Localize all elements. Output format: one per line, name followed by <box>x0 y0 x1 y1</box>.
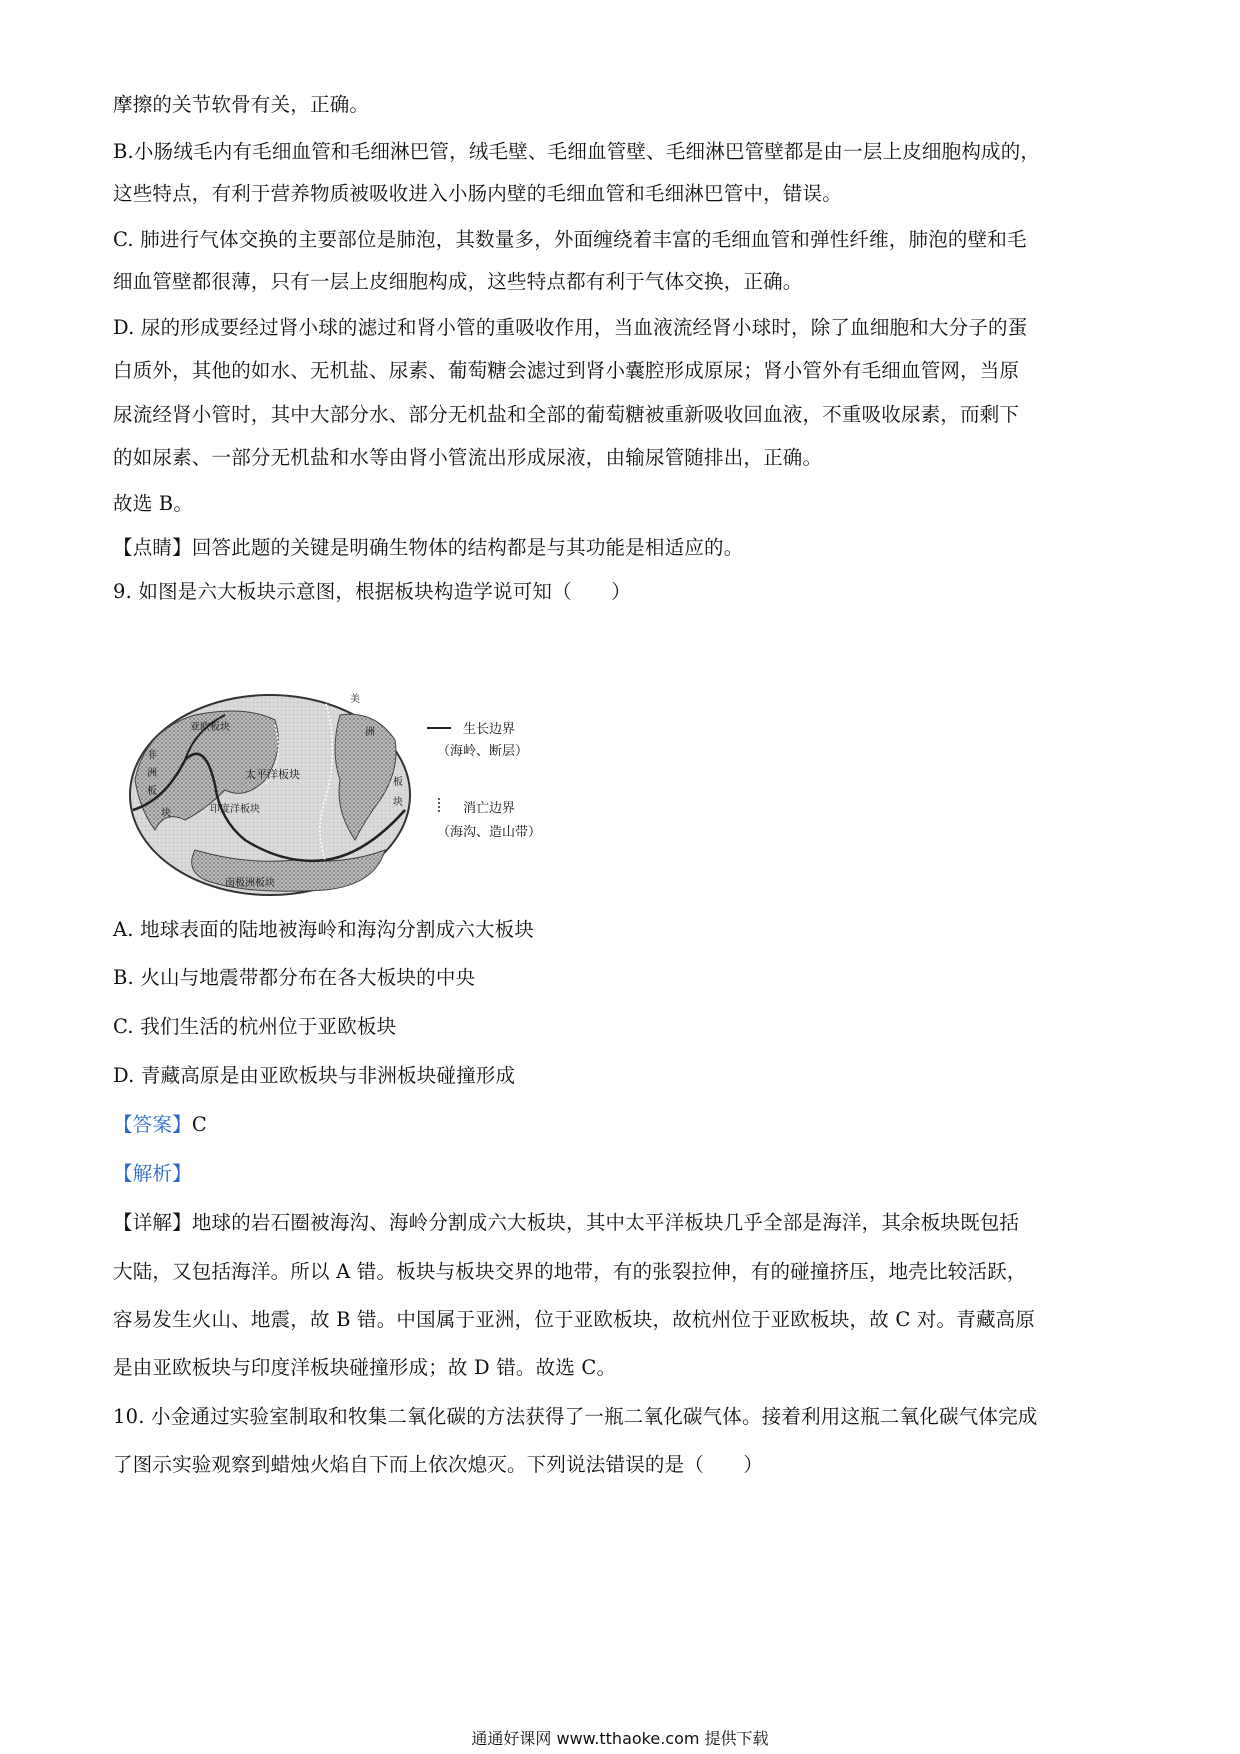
detail-tag: 【详解】 <box>113 1211 192 1234</box>
point-paragraph <box>113 534 743 562</box>
option-a: A. 地球表面的陆地被海岭和海沟分割成六大板块 <box>113 918 535 941</box>
plate-label-africa: 块 <box>161 808 171 819</box>
detail-line: 容易发生火山、地震，故 B 错。中国属于亚洲，位于亚欧板块，故杭州位于亚欧板块，故 C 对。青藏高原 <box>113 1308 1036 1331</box>
text-line: 白质外，其他的如水、无机盐、尿素、葡萄糖会滤过到肾小囊腔形成原尿；肾小管外有毛细血管网，当原 <box>113 359 1020 382</box>
text-line: D. 尿的形成要经过肾小球的滤过和肾小管的重吸收作用，当血液流经肾小球时，除了血细胞和大分子的蛋 <box>113 316 1028 339</box>
text-line: 这些特点，有利于营养物质被吸收进入小肠内壁的毛细血管和毛细淋巴管中，错误。 <box>113 182 842 205</box>
detail-text: 地球的岩石圈被海沟、海岭分割成六大板块，其中太平洋板块几乎全部是海洋，其余板块既包括 <box>191 1211 1020 1234</box>
plate-label-eurasia: 亚欧板块 <box>190 722 230 733</box>
question-9-stem: 9. 如图是六大板块示意图，根据板块构造学说可知（ ） <box>113 580 631 603</box>
legend-growth-note: （海岭、断层） <box>437 744 529 759</box>
text-line: B.小肠绒毛内有毛细血管和毛细淋巴管，绒毛壁、毛细血管壁、毛细淋巴管壁都是由一层上皮细胞构成的， <box>113 140 1041 163</box>
plate-label-antarctic: 南极洲板块 <box>225 878 275 889</box>
analysis-line <box>113 1160 192 1188</box>
legend-subduction-label: 消亡边界 <box>463 801 516 816</box>
text-line: 摩擦的关节软骨有关，正确。 <box>113 93 370 116</box>
answer-value: C <box>191 1113 207 1136</box>
detail-line: 是由亚欧板块与印度洋板块碰撞形成；故 D 错。故选 C。 <box>113 1356 617 1379</box>
text-line: 细血管壁都很薄，只有一层上皮细胞构成，这些特点都有利于气体交换，正确。 <box>113 270 803 293</box>
plate-label-africa: 洲 <box>147 768 157 779</box>
plate-label-africa: 非 <box>147 750 157 761</box>
text-line: C. 肺进行气体交换的主要部位是肺泡，其数量多，外面缠绕着丰富的毛细血管和弹性纤维，肺泡的壁和毛 <box>113 228 1027 251</box>
answer-tag: 【答案】 <box>113 1113 192 1136</box>
plate-label-pacific: 太平洋板块 <box>245 768 300 781</box>
question-10-stem: 10. 小金通过实验室制取和牧集二氧化碳的方法获得了一瓶二氧化碳气体。接着利用这瓶二氧化碳气体完成 <box>113 1405 1038 1428</box>
option-b: B. 火山与地震带都分布在各大板块的中央 <box>113 966 476 989</box>
option-d: D. 青藏高原是由亚欧板块与非洲板块碰撞形成 <box>113 1064 516 1087</box>
tectonic-plates-map <box>125 690 615 900</box>
question-10-stem: 了图示实验观察到蜡烛火焰自下而上依次熄灭。下列说法错误的是（ ） <box>113 1453 764 1476</box>
text-line: 尿流经肾小管时，其中大部分水、部分无机盐和全部的葡萄糖被重新吸收回血液，不重吸收尿素，而剩下 <box>113 403 1020 426</box>
point-tag: 【点睛】 <box>113 536 192 559</box>
answer-line <box>113 1111 207 1139</box>
option-c: C. 我们生活的杭州位于亚欧板块 <box>113 1015 397 1038</box>
plate-label-america: 洲 <box>365 727 375 738</box>
page-footer: 通通好课网 www.tthaoke.com 提供下载 <box>471 1729 769 1748</box>
plate-label-america: 美 <box>350 694 360 705</box>
legend-subduction-note: （海沟、造山带） <box>437 825 542 840</box>
analysis-tag: 【解析】 <box>113 1162 192 1185</box>
plate-label-america: 板 <box>393 777 403 788</box>
plate-label-africa: 板 <box>147 786 157 797</box>
text-line: 的如尿素、一部分无机盐和水等由肾小管流出形成尿液，由输尿管随排出，正确。 <box>113 446 823 469</box>
text-line: 故选 B。 <box>113 492 194 515</box>
legend-growth-label: 生长边界 <box>463 722 516 737</box>
detail-line: 大陆，又包括海洋。所以 A 错。板块与板块交界的地带，有的张裂拉伸，有的碰撞挤压，地壳比较活跃， <box>113 1260 1027 1283</box>
plate-label-america: 块 <box>393 797 403 808</box>
plate-label-indian: 印度洋板块 <box>210 804 260 815</box>
detail-line <box>113 1209 1019 1237</box>
point-text: 回答此题的关键是明确生物体的结构都是与其功能是相适应的。 <box>191 536 744 559</box>
